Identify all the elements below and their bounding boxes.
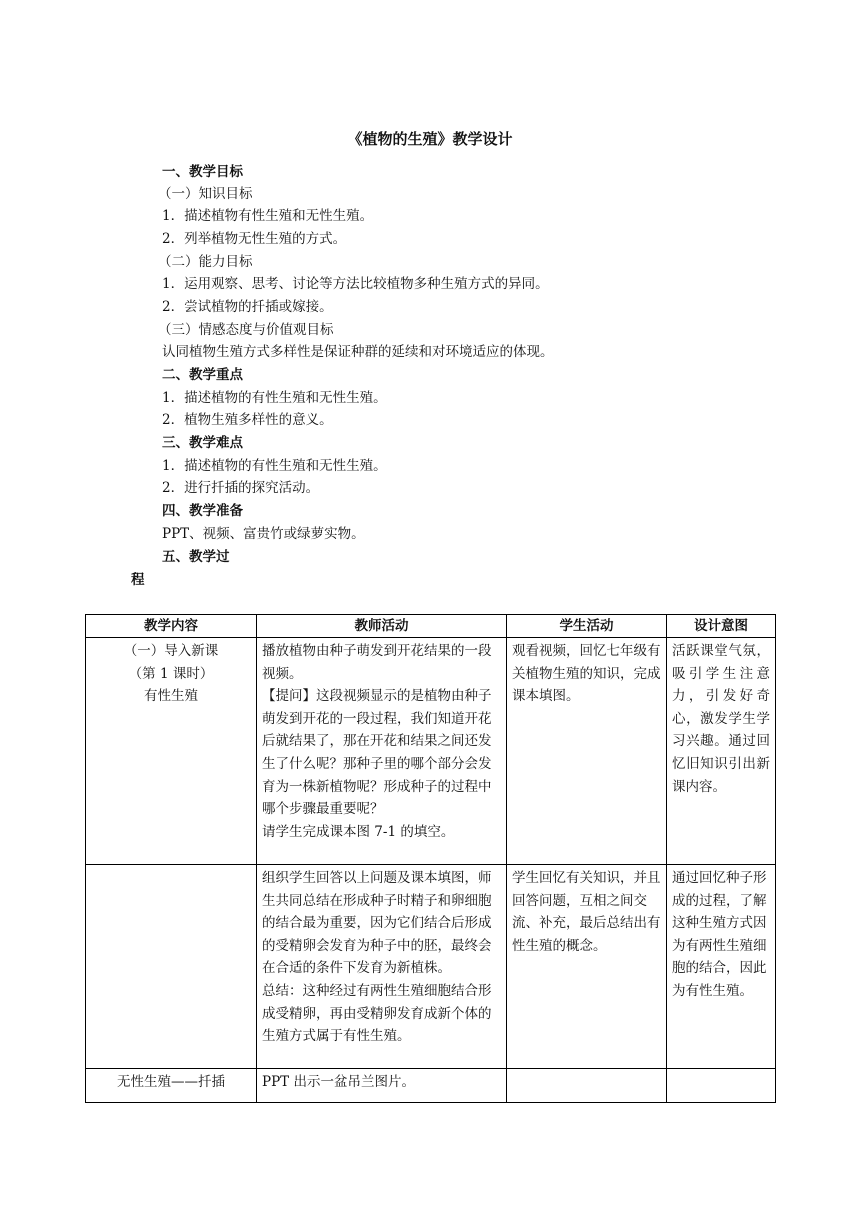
- section-heading: 五、教学过: [162, 549, 230, 565]
- section-heading: 程: [131, 572, 145, 588]
- section-heading: 三、教学难点: [162, 435, 243, 451]
- document-title: 《植物的生殖》教学设计: [347, 130, 513, 148]
- outline-line: 1．描述植物有性生殖和无性生殖。: [162, 208, 374, 224]
- cell-student: 学生回忆有关知识，并且回答问题，互相之间交流、补充，最后总结出有性生殖的概念。: [507, 865, 667, 1069]
- header-intent: 设计意图: [667, 615, 776, 638]
- outline-line: （一）知识目标: [158, 186, 253, 202]
- outline-line: PPT、视频、富贵竹或绿萝实物。: [162, 526, 365, 542]
- section-heading: 四、教学准备: [162, 503, 243, 519]
- outline-line: 2．植物生殖多样性的意义。: [162, 412, 333, 428]
- header-student: 学生活动: [507, 615, 667, 638]
- outline-line: 2．进行扦插的探究活动。: [162, 480, 320, 496]
- outline-line: （二）能力目标: [158, 254, 253, 270]
- cell-teacher: 播放植物由种子萌发到开花结果的一段视频。 【提问】这段视频显示的是植物由种子萌发到开花的一段过程，我们知道开花后就结果了，那在开花和结果之间还发生了什么呢？那种子里的哪个部分会发育为一株新植物呢？形成种子的过程中哪个步骤最重要呢？ 请学生完成课本图 7-1 的填空。: [257, 638, 507, 865]
- header-content: 教学内容: [86, 615, 257, 638]
- section-heading: 一、教学目标: [162, 164, 243, 180]
- outline-line: （三）情感态度与价值观目标: [158, 322, 334, 338]
- cell-teacher: PPT 出示一盆吊兰图片。: [257, 1069, 507, 1103]
- cell-student: [507, 1069, 667, 1103]
- cell-intent: 通过回忆种子形成的过程，了解这种生殖方式因为有两性生殖细胞的结合，因此为有性生殖。: [667, 865, 776, 1069]
- cell-student: 观看视频，回忆七年级有关植物生殖的知识，完成课本填图。: [507, 638, 667, 865]
- table-row: [86, 1069, 776, 1103]
- outline-line: 1．运用观察、思考、讨论等方法比较植物多种生殖方式的异同。: [162, 276, 549, 292]
- cell-teacher: 组织学生回答以上问题及课本填图，师生共同总结在形成种子时精子和卵细胞的结合最为重要，因为它们结合后形成的受精卵会发育为种子中的胚，最终会在合适的条件下发育为新植株。 总结：这种经过有两性生殖细胞结合形成受精卵，再由受精卵发育成新个体的生殖方式属于有性生殖。: [257, 865, 507, 1069]
- table-row: [86, 865, 776, 1069]
- header-teacher: 教师活动: [257, 615, 507, 638]
- outline-line: 1．描述植物的有性生殖和无性生殖。: [162, 390, 387, 406]
- table-row: [86, 638, 776, 865]
- outline-line: 2．尝试植物的扦插或嫁接。: [162, 299, 333, 315]
- table-header-row: [86, 615, 776, 638]
- cell-intent: [667, 1069, 776, 1103]
- cell-content: [86, 865, 257, 1069]
- outline-line: 认同植物生殖方式多样性是保证种群的延续和对环境适应的体现。: [162, 344, 554, 360]
- cell-content: 无性生殖——扦插: [86, 1069, 257, 1103]
- cell-intent: 活跃课堂气氛，吸引学生注意力，引发好奇心，激发学生学习兴趣。通过回忆旧知识引出新课内容。: [667, 638, 776, 865]
- outline-line: 2．列举植物无性生殖的方式。: [162, 231, 347, 247]
- cell-content: （一）导入新课 （第 1 课时） 有性生殖: [86, 638, 257, 865]
- lesson-process-table: [85, 614, 776, 1103]
- outline-line: 1．描述植物的有性生殖和无性生殖。: [162, 458, 387, 474]
- section-heading: 二、教学重点: [162, 367, 243, 383]
